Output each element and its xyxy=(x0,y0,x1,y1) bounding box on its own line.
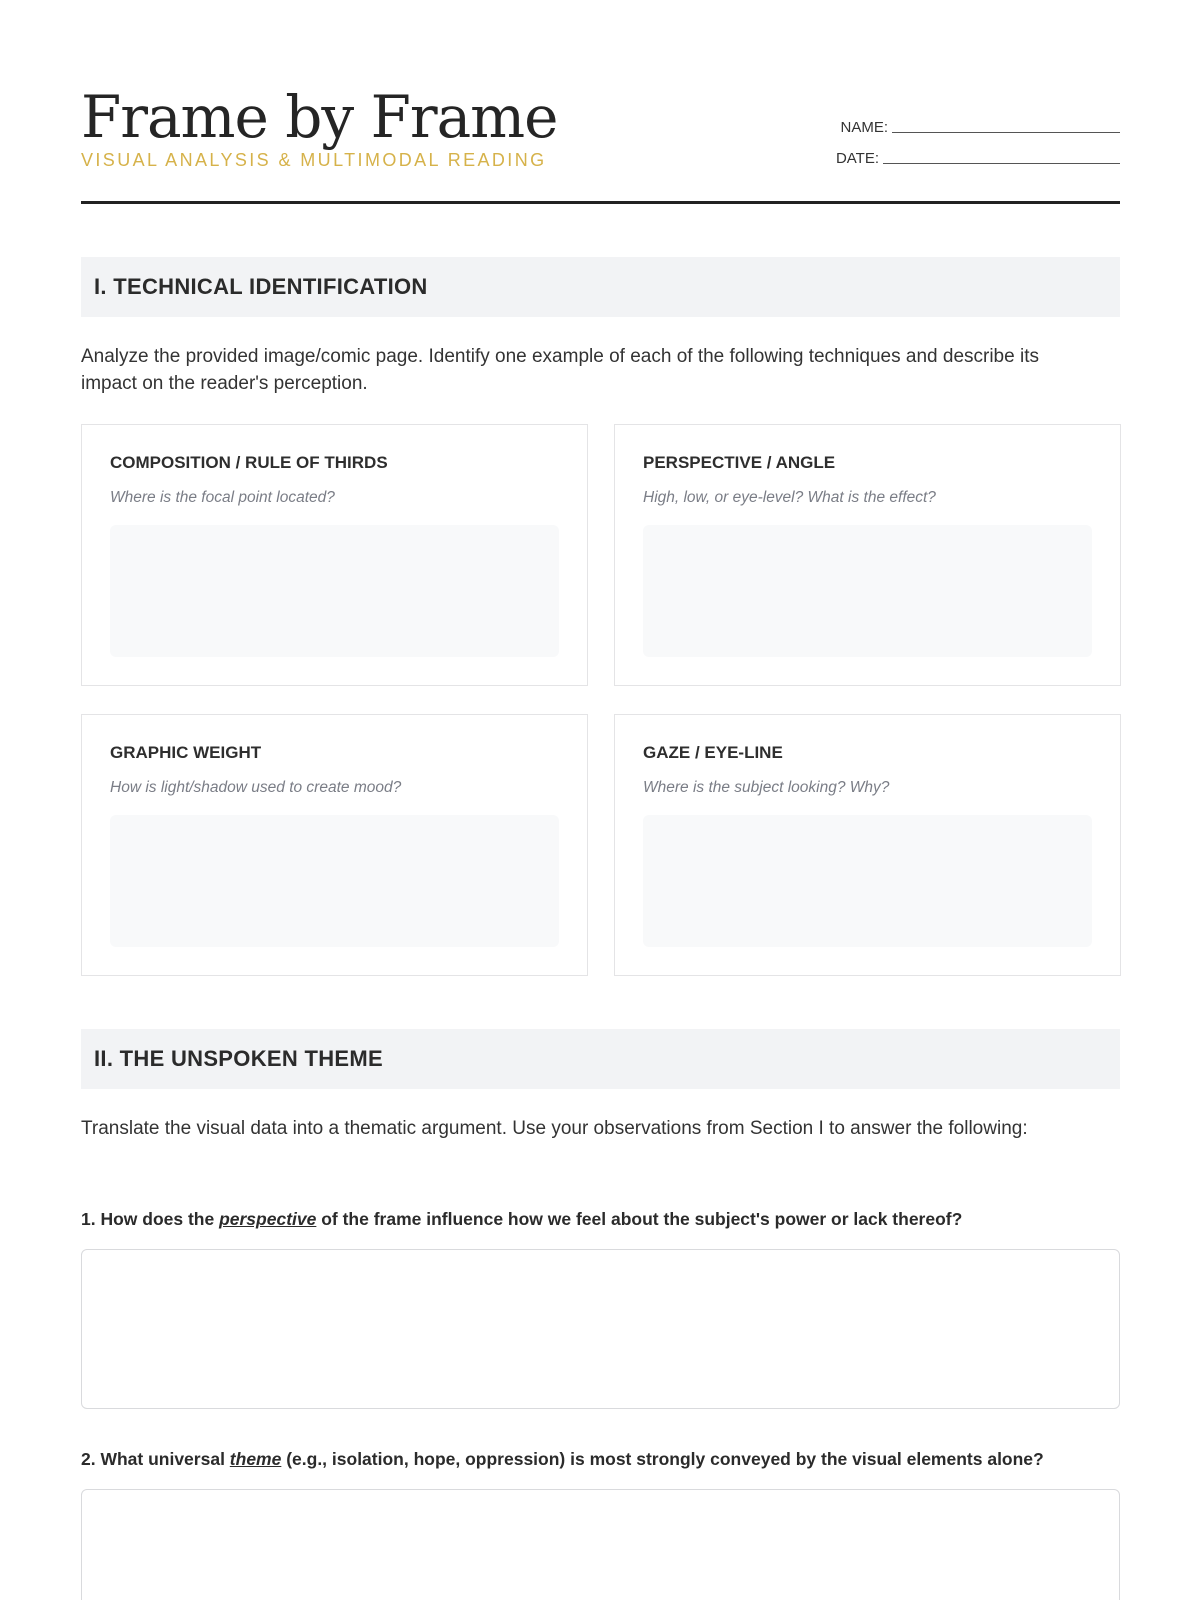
name-label: NAME: xyxy=(840,119,888,136)
card-hint: High, low, or eye-level? What is the effect? xyxy=(643,489,936,506)
question-2-suffix: (e.g., isolation, hope, oppression) is most strongly conveyed by the visual elements alone? xyxy=(281,1449,1044,1469)
technique-card-perspective xyxy=(614,424,1121,686)
section-2-header xyxy=(81,1029,1120,1089)
card-title: GRAPHIC WEIGHT xyxy=(110,743,262,762)
technique-card-graphic-weight xyxy=(81,714,588,976)
technique-card-composition xyxy=(81,424,588,686)
question-1-answer-box[interactable] xyxy=(81,1249,1120,1409)
question-2-keyword: theme xyxy=(229,1449,282,1469)
name-line[interactable] xyxy=(892,132,1120,133)
question-1-suffix: of the frame influence how we feel about the subject's power or lack thereof? xyxy=(316,1209,963,1229)
date-line[interactable] xyxy=(883,163,1120,164)
card-title: GAZE / EYE-LINE xyxy=(643,743,783,762)
section-2-intro: Translate the visual data into a thematic argument. Use your observations from Section I to answer the following: xyxy=(81,1118,1028,1139)
question-2 xyxy=(81,1449,1141,1470)
section-1-header xyxy=(81,257,1120,317)
technique-card-gaze xyxy=(614,714,1121,976)
page-title: Frame by Frame xyxy=(81,83,558,151)
card-title: COMPOSITION / RULE OF THIRDS xyxy=(110,453,388,472)
date-label: DATE: xyxy=(835,150,879,167)
card-hint: How is light/shadow used to create mood? xyxy=(110,779,402,796)
worksheet-header xyxy=(81,82,1120,204)
card-hint: Where is the subject looking? Why? xyxy=(643,779,890,796)
graphic-weight-answer-area[interactable] xyxy=(110,815,559,947)
perspective-answer-area[interactable] xyxy=(643,525,1092,657)
question-2-answer-box[interactable] xyxy=(81,1489,1120,1600)
name-field[interactable] xyxy=(840,119,1120,136)
section-1-title: I. TECHNICAL IDENTIFICATION xyxy=(94,274,428,299)
date-field[interactable] xyxy=(836,150,1120,167)
gaze-answer-area[interactable] xyxy=(643,815,1092,947)
card-title: PERSPECTIVE / ANGLE xyxy=(643,453,836,472)
question-1-keyword: perspective xyxy=(219,1209,317,1229)
question-2-prefix: 2. What universal xyxy=(81,1449,230,1469)
card-hint: Where is the focal point located? xyxy=(110,489,335,506)
section-2-title: II. THE UNSPOKEN THEME xyxy=(94,1046,383,1071)
question-1 xyxy=(81,1209,1141,1230)
question-1-prefix: 1. How does the xyxy=(81,1209,220,1229)
composition-answer-area[interactable] xyxy=(110,525,559,657)
section-1-intro: Analyze the provided image/comic page. Identify one example of each of the following techniques and describe its impact on the reader's perception. xyxy=(81,346,1039,394)
page-subtitle: VISUAL ANALYSIS & MULTIMODAL READING xyxy=(81,150,547,170)
